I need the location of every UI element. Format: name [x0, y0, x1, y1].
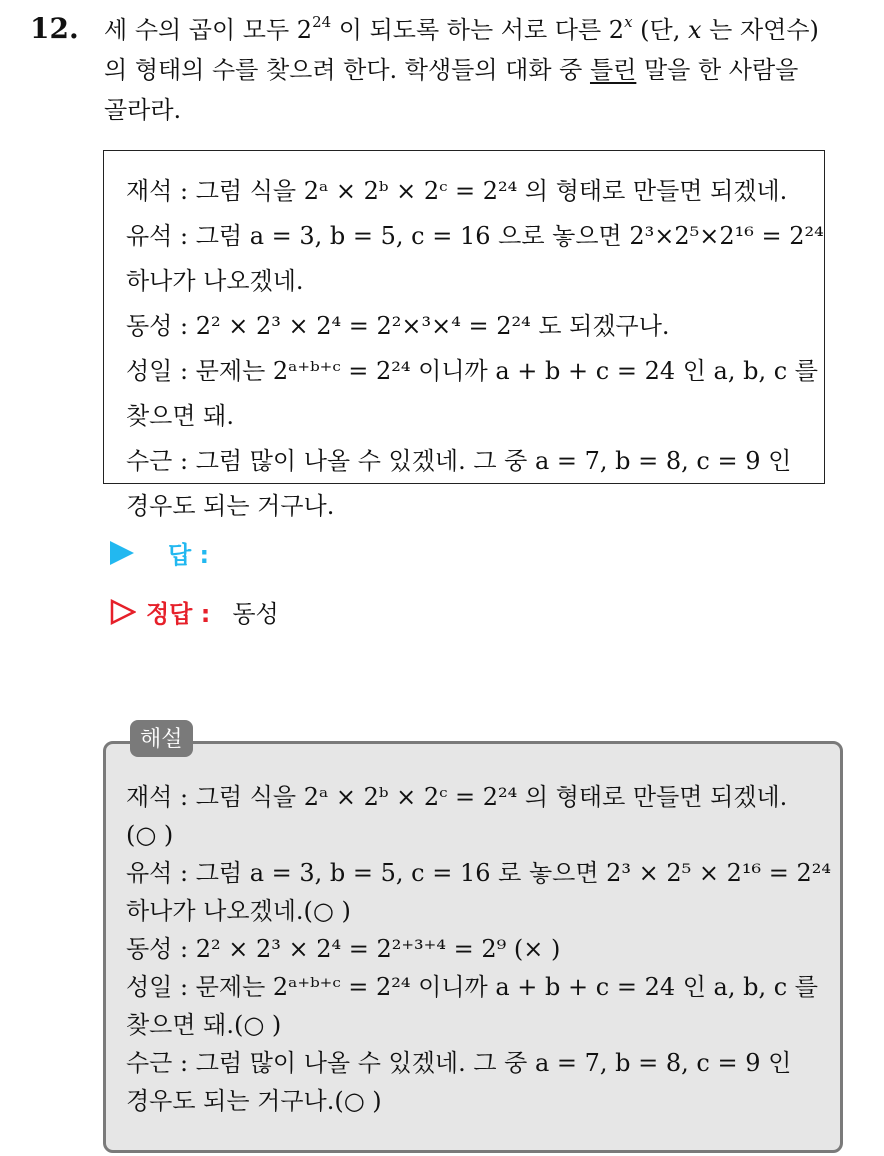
solution-content — [126, 778, 831, 1120]
solution-line: 재석 : 그럼 식을 2ᵃ × 2ᵇ × 2ᶜ = 2²⁴ 의 형태로 만들면 되겠네. — [126, 783, 788, 811]
answer-label: 답 : — [168, 541, 210, 569]
exponent: x — [624, 13, 633, 31]
solution-line: 동성 : 2² × 2³ × 2⁴ = 2²⁺³⁺⁴ = 2⁹ (× ) — [126, 935, 561, 963]
dialogue-line: 재석 : 그럼 식을 2ᵃ × 2ᵇ × 2ᶜ = 2²⁴ 의 형태로 만들면 되겠네. — [126, 177, 788, 205]
dialogue-line: 경우도 되는 거구나. — [126, 492, 335, 520]
solution-tag: 해설 — [130, 720, 193, 757]
question-text-segment: 골라라. — [104, 96, 182, 124]
solution-line: 성일 : 문제는 2ᵃ⁺ᵇ⁺ᶜ = 2²⁴ 이니까 a + b + c = 24 인 a, b, c 를 — [126, 973, 818, 1001]
dialogue-line: 유석 : 그럼 a = 3, b = 5, c = 16 으로 놓으면 2³×2⁵×2¹⁶ = 2²⁴ — [126, 222, 824, 250]
dialogue-line: 성일 : 문제는 2ᵃ⁺ᵇ⁺ᶜ = 2²⁴ 이니까 a + b + c = 24 인 a, b, c 를 — [126, 357, 818, 385]
question-line-2 — [104, 50, 864, 90]
dialogue-line: 하나가 나오겠네. — [126, 267, 304, 295]
question-number: 12. — [30, 12, 79, 45]
solution-line: 하나가 나오겠네.(○ ) — [126, 897, 351, 925]
correct-answer-label: 정답 : — [146, 600, 211, 628]
dialogue-line: 찾으면 돼. — [126, 402, 234, 430]
question-text-segment: 세 수의 곱이 모두 2 — [104, 16, 313, 44]
solution-line: 유석 : 그럼 a = 3, b = 5, c = 16 로 놓으면 2³ × 2⁵ × 2¹⁶ = 2²⁴ — [126, 859, 832, 887]
question-text — [104, 10, 864, 130]
outline-triangle-icon — [110, 599, 136, 625]
question-line-3 — [104, 90, 864, 130]
dialogue-line: 동성 : 2² × 2³ × 2⁴ = 2²×³×⁴ = 2²⁴ 도 되겠구나. — [126, 312, 670, 340]
answer-row — [110, 535, 209, 570]
dialogue-box — [103, 150, 825, 520]
question-text-segment: 의 형태의 수를 찾으려 한다. 학생들의 대화 중 — [104, 56, 590, 84]
solution-line: 수근 : 그럼 많이 나올 수 있겠네. 그 중 a = 7, b = 8, c = 9 인 — [126, 1049, 792, 1077]
question-text-segment: 이 되도록 하는 서로 다른 2 — [331, 16, 625, 44]
question-text-segment: 는 자연수) — [701, 16, 819, 44]
correct-answer-value: 동성 — [232, 600, 279, 628]
exponent: 24 — [312, 13, 332, 31]
solution-line: 경우도 되는 거구나.(○ ) — [126, 1087, 382, 1115]
correct-answer-row — [110, 594, 279, 629]
question-text-segment: 말을 한 사람을 — [636, 56, 799, 84]
question-text-segment: (단, — [632, 16, 688, 44]
question-line-1 — [104, 10, 864, 50]
dialogue-line: 수근 : 그럼 많이 나올 수 있겠네. 그 중 a = 7, b = 8, c = 9 인 — [126, 447, 792, 475]
math-variable: x — [687, 16, 702, 44]
solution-box — [103, 741, 843, 1153]
underlined-keyword: 틀린 — [589, 56, 637, 84]
solution-line: 찾으면 돼.(○ ) — [126, 1011, 282, 1039]
solution-line: (○ ) — [126, 821, 174, 849]
dialogue-content — [126, 169, 824, 529]
play-triangle-icon — [110, 541, 134, 565]
